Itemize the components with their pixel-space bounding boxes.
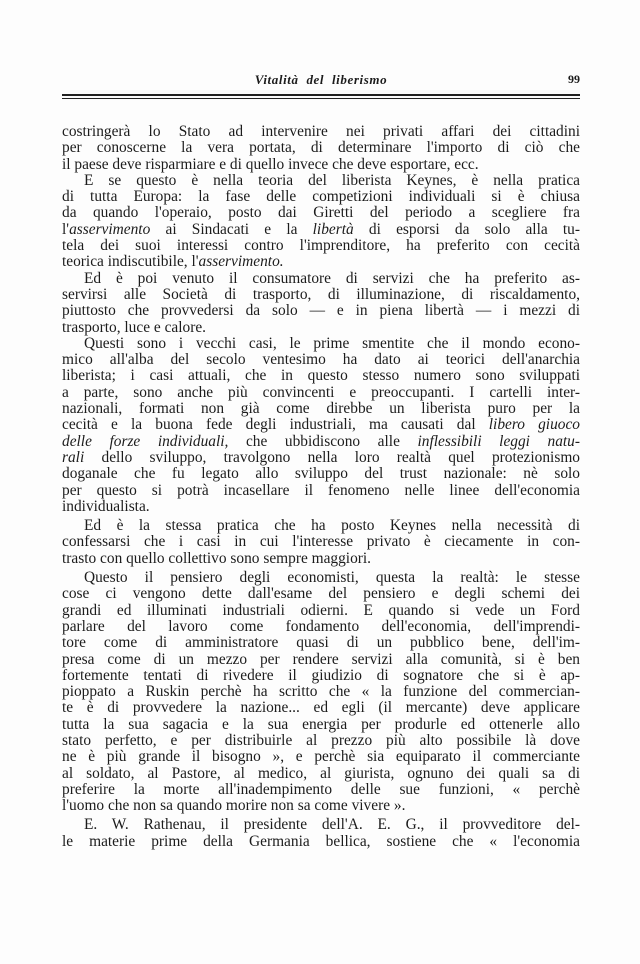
text-line: trasto con quello collettivo sono sempre maggiori. (62, 549, 372, 567)
text-line: doganale che fu legato allo sviluppo del trust nazionale: nè solo (62, 465, 580, 483)
italic-text: asservimento. (198, 253, 284, 271)
text-line: le materie prime della Germania bellica, sostiene che « l'economia (62, 832, 580, 850)
text-line: per questo si potrà incasellare il fenomeno nelle linee dell'economia (62, 481, 580, 499)
text-line: nazionali, formati non già come direbbe un liberista puro per la (62, 400, 580, 418)
italic-text: inflessibili leggi natu- (417, 432, 581, 450)
text-line: ne è più grande il bisogno », e perchè sia equiparato il commerciante (62, 748, 580, 766)
header-rule-thin (62, 98, 580, 99)
text-line: tela dei suoi interessi contro l'imprenditore, ha preferito con cecità (62, 237, 580, 255)
text-line: tutta la sua sagacia e la sua energia per produrle ed ottenerle allo (62, 715, 580, 733)
text-line: il paese deve risparmiare e di quello invece che deve esportare, ecc. (62, 155, 479, 173)
text-line: individualista. (62, 497, 150, 515)
text-line: l'uomo che non sa quando morire non sa come vivere ». (62, 797, 406, 815)
text-line: confessarsi che i casi in cui l'interesse privato è ciecamente in con- (62, 533, 580, 551)
text-line: Ed è poi venuto il consumatore di servizi che ha preferito as- (84, 269, 580, 287)
italic-text: libertà (312, 220, 354, 238)
text-line: trasporto, luce e calore. (62, 318, 207, 336)
text-line: mico all'alba del secolo ventesimo ha dato ai teorici dell'anarchia (62, 351, 580, 369)
text-line: cose ci vengono dette dall'esame del pensiero e degli schemi dei (62, 585, 580, 603)
running-head (62, 70, 580, 90)
text-run: che ubbidiscono alle (228, 432, 418, 450)
text-line: E se questo è nella teoria del liberista Keynes, è nella pratica (84, 171, 580, 189)
body-text (62, 124, 580, 850)
text-line (62, 417, 580, 433)
text-line: da quando l'operaio, posto dai Giretti del periodo a scegliere fra (62, 204, 580, 222)
text-line: piuttosto che provvedersi da solo — e in piena libertà — i mezzi di (62, 302, 580, 320)
italic-text: asservimento (69, 220, 151, 238)
text-line: presa come di un mezzo per rendere servizi alla comunità, si è ben (62, 650, 580, 668)
running-title: Vitalità del liberismo (254, 72, 388, 87)
text-line: stato perfetto, e per distribuirle al prezzo più alto possibile là dove (62, 731, 580, 749)
text-line: parlare del lavoro come fondamento dell'economia, dell'imprendi- (62, 617, 580, 635)
text-line: tore come di amministratore quasi di un pubblico bene, dell'im- (62, 634, 580, 652)
italic-text: delle forze individuali, (62, 432, 229, 450)
text-line: servirsi alle Società di trasporto, di illuminazione, di riscaldamento, (62, 285, 580, 303)
text-line: Questi sono i vecchi casi, le prime smentite che il mondo econo- (84, 334, 580, 352)
text-line: di tutta Europa: la fase delle competizioni individuali si è chiusa (62, 188, 580, 206)
text-line (62, 434, 580, 450)
text-run: teorica indiscutibile, l' (62, 253, 199, 271)
text-run: l' (62, 220, 70, 238)
italic-text: libero giuoco (488, 416, 580, 434)
text-line: grandi ed illuminati industriali odierni. E quando si vede un Ford (62, 601, 580, 619)
text-line: Ed è la stessa pratica che ha posto Keynes nella necessità di (84, 517, 580, 535)
header-rule-thick (62, 94, 580, 96)
text-line: pioppato a Ruskin perchè ha scritto che « la funzione del commercian- (62, 683, 580, 701)
text-line: per conoscerne la vera portata, di determinare l'importo di ciò che (62, 139, 580, 157)
text-run: di esporsi da solo alla tu- (353, 220, 580, 238)
text-line: liberista; i casi attuali, che in questo stesso numero sono sviluppati (62, 367, 580, 385)
page-number: 99 (568, 72, 580, 86)
text-line: preferire la morte all'inadempimento delle sue funzioni, « perchè (62, 780, 580, 798)
text-run: dello sviluppo, travolgono nella loro realtà quel protezionismo (84, 448, 580, 466)
text-line (62, 450, 580, 466)
text-line: te è di provvedere la nazione... ed egli (il mercante) deve applicare (62, 699, 580, 717)
text-line (62, 222, 580, 238)
italic-text: rali (62, 448, 85, 466)
text-line: al soldato, al Pastore, al medico, al giurista, ognuno dei quali sa di (62, 764, 580, 782)
text-line (62, 254, 580, 270)
text-line: Questo il pensiero degli economisti, questa la realtà: le stesse (84, 569, 580, 587)
text-line: costringerà lo Stato ad intervenire nei privati affari dei cittadini (62, 123, 580, 140)
text-line: E. W. Rathenau, il presidente dell'A. E. G., il provveditore del- (84, 816, 580, 834)
text-run: cecità e la buona fede degli industriali, ma causati dal (62, 416, 489, 434)
text-line: a parte, sono anche più convincenti e preoccupanti. I cartelli inter- (62, 383, 580, 401)
text-line: fortemente tentati di rivedere il giudizio di sognatore che si è ap- (62, 666, 580, 684)
text-run: ai Sindacati e la (150, 220, 313, 238)
